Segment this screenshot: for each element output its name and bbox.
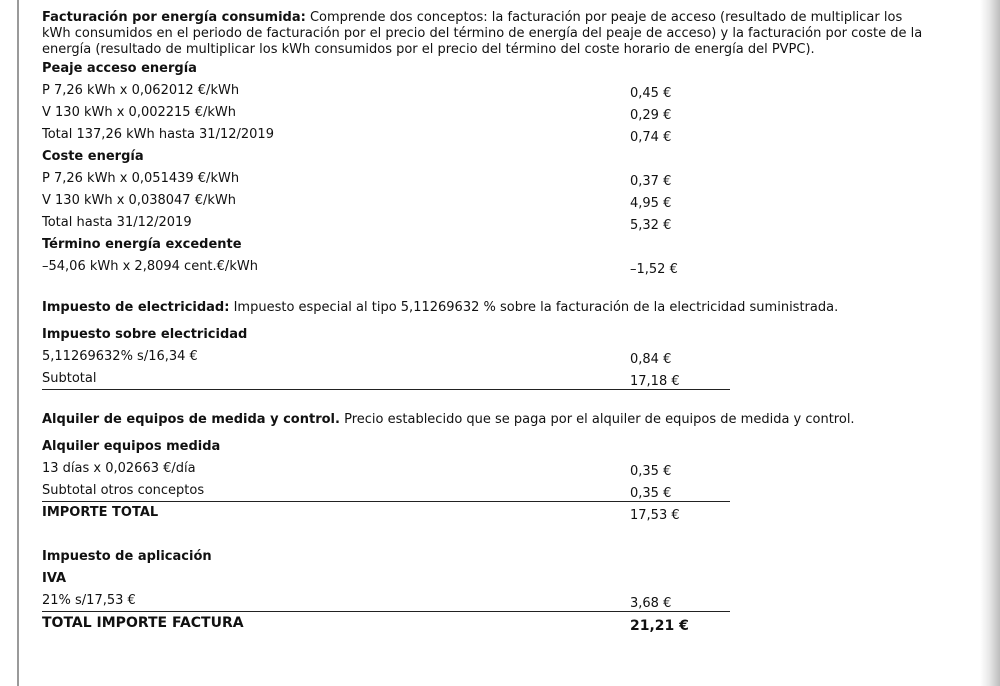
line-label: P 7,26 kWh x 0,062012 €/kWh [42, 83, 240, 98]
vat-subheading: IVA [42, 571, 67, 586]
tax-row [42, 346, 730, 368]
line-amount: 0,74 € [630, 130, 672, 145]
line-label: V 130 kWh x 0,002215 €/kWh [42, 105, 236, 120]
tax-intro-text: Impuesto especial al tipo 5,11269632 % sobre la facturación de la electricidad suministrada. [233, 300, 839, 315]
rental-intro-label: Alquiler de equipos de medida y control. [42, 412, 340, 427]
peaje-row-p [42, 80, 730, 102]
line-amount: 0,37 € [630, 174, 672, 189]
line-label: Total hasta 31/12/2019 [42, 215, 192, 230]
line-label: 21% s/17,53 € [42, 593, 136, 608]
page-right-shadow [980, 0, 1000, 686]
tax-subtotal-row [42, 368, 730, 390]
line-label: IMPORTE TOTAL [42, 505, 159, 520]
line-label: P 7,26 kWh x 0,051439 €/kWh [42, 171, 240, 186]
rental-heading: Alquiler equipos medida [42, 439, 221, 454]
tax-intro-label: Impuesto de electricidad: [42, 300, 230, 315]
line-label: Total 137,26 kWh hasta 31/12/2019 [42, 127, 274, 142]
invoice-total-label: TOTAL IMPORTE FACTURA [42, 615, 244, 631]
rental-row [42, 458, 730, 480]
energy-intro-label: Facturación por energía consumida: [42, 10, 306, 25]
line-amount: 0,45 € [630, 86, 672, 101]
line-amount: 0,84 € [630, 352, 672, 367]
invoice-total-amount: 21,21 € [630, 618, 689, 634]
line-amount: 0,35 € [630, 486, 672, 501]
line-label: 5,11269632% s/16,34 € [42, 349, 198, 364]
line-amount: 17,18 € [630, 374, 680, 389]
excedente-heading: Término energía excedente [42, 237, 242, 252]
line-label: V 130 kWh x 0,038047 €/kWh [42, 193, 236, 208]
line-label: –54,06 kWh x 2,8094 cent.€/kWh [42, 259, 258, 274]
rental-intro [42, 412, 932, 428]
vat-heading: Impuesto de aplicación [42, 549, 212, 564]
line-amount: 0,29 € [630, 108, 672, 123]
page-left-border [17, 0, 19, 686]
energy-intro [42, 10, 932, 58]
vat-row [42, 590, 730, 612]
line-amount: 4,95 € [630, 196, 672, 211]
coste-row-v [42, 190, 730, 212]
energy-intro-text: Comprende dos conceptos: la facturación por peaje de acceso (resultado de multiplicar los kWh consumidos en el periodo de facturación por el precio del término de energía del peaje de acceso) y la facturación por coste de la energía (resultado de multiplicar los kWh consumidos por el precio del término del coste horario de energía del PVPC). [42, 10, 923, 57]
line-amount: 17,53 € [630, 508, 680, 523]
rental-subtotal-row [42, 480, 730, 502]
importe-total-row [42, 502, 730, 524]
line-label: 13 días x 0,02663 €/día [42, 461, 196, 476]
line-amount: –1,52 € [630, 262, 678, 277]
line-label: Subtotal [42, 371, 97, 386]
coste-row-total [42, 212, 730, 234]
line-amount: 5,32 € [630, 218, 672, 233]
invoice-detail [42, 10, 932, 634]
line-amount: 3,68 € [630, 596, 672, 611]
excedente-row [42, 256, 730, 278]
tax-heading: Impuesto sobre electricidad [42, 327, 248, 342]
peaje-row-total [42, 124, 730, 146]
rental-intro-text: Precio establecido que se paga por el alquiler de equipos de medida y control. [344, 412, 855, 427]
coste-heading: Coste energía [42, 149, 144, 164]
peaje-row-v [42, 102, 730, 124]
invoice-total-row [42, 612, 730, 634]
line-label: Subtotal otros conceptos [42, 483, 205, 498]
coste-row-p [42, 168, 730, 190]
peaje-heading: Peaje acceso energía [42, 61, 197, 76]
line-amount: 0,35 € [630, 464, 672, 479]
tax-intro [42, 300, 932, 316]
